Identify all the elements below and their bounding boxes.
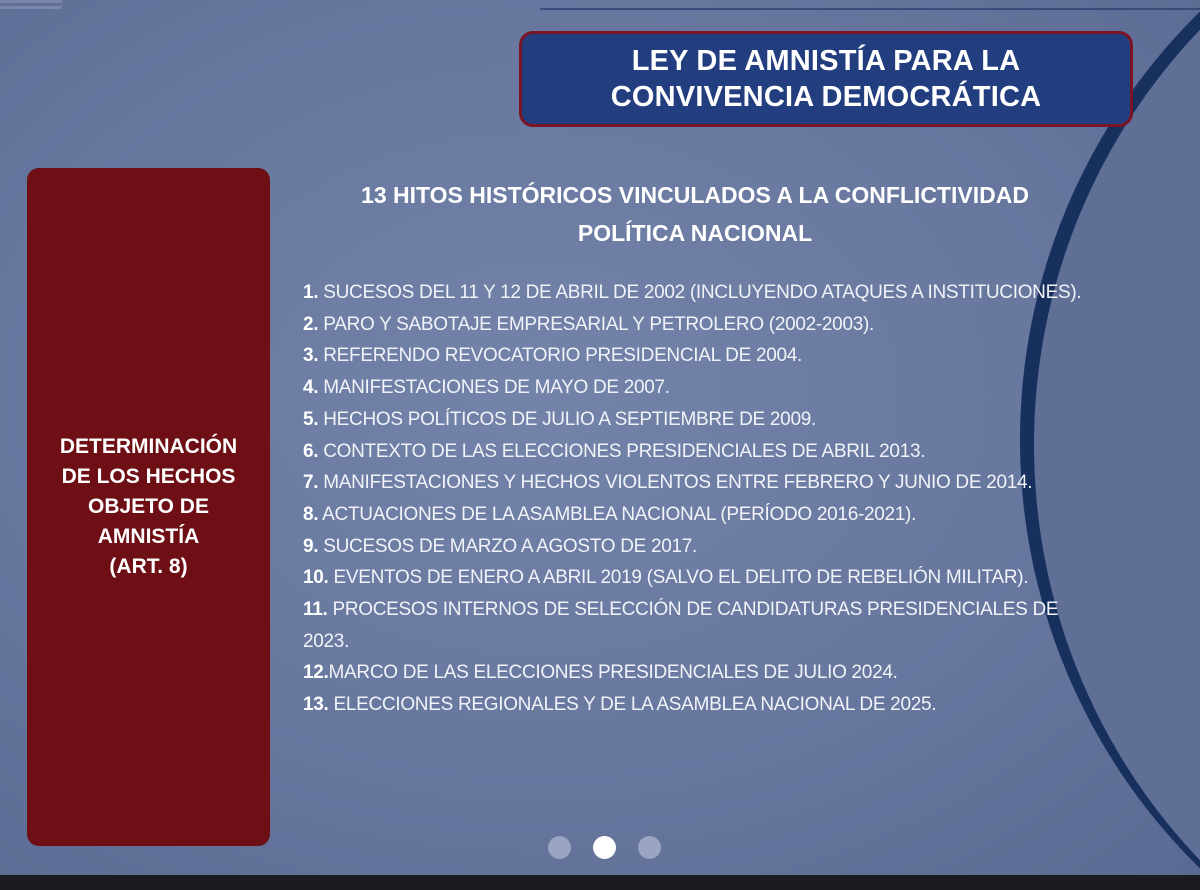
list-item xyxy=(303,594,1103,657)
list-item xyxy=(303,689,1103,721)
item-text: ACTUACIONES DE LA ASAMBLEA NACIONAL (PERÍODO 2016-2021). xyxy=(318,503,917,525)
item-text: MANIFESTACIONES DE MAYO DE 2007. xyxy=(318,377,670,399)
list-item xyxy=(303,309,1103,341)
item-text: MANIFESTACIONES Y HECHOS VIOLENTOS ENTRE FEBRERO Y JUNIO DE 2014. xyxy=(318,472,1033,494)
list-item xyxy=(303,499,1103,531)
item-number: 8. xyxy=(303,503,319,525)
item-number: 2. xyxy=(303,313,319,335)
list-item xyxy=(303,562,1103,594)
item-number: 6. xyxy=(303,440,319,462)
item-text: CONTEXTO DE LAS ELECCIONES PRESIDENCIALES DE ABRIL 2013. xyxy=(318,440,926,462)
item-number: 7. xyxy=(303,472,319,494)
item-number: 4. xyxy=(303,377,319,399)
list-item xyxy=(303,277,1103,309)
item-text: EVENTOS DE ENERO A ABRIL 2019 (SALVO EL DELITO DE REBELIÓN MILITAR). xyxy=(328,567,1029,589)
list-item xyxy=(303,657,1103,689)
item-number: 1. xyxy=(303,282,319,303)
title-line-1: LEY DE AMNISTÍA PARA LA xyxy=(631,45,1021,77)
slide-title xyxy=(611,43,1041,115)
item-number: 13. xyxy=(303,694,329,716)
carousel-dot[interactable] xyxy=(638,836,661,859)
item-text: ELECCIONES REGIONALES Y DE LA ASAMBLEA NACIONAL DE 2025. xyxy=(328,694,937,716)
list-item xyxy=(303,404,1103,436)
list-item xyxy=(303,340,1103,372)
item-text: HECHOS POLÍTICOS DE JULIO A SEPTIEMBRE DE 2009. xyxy=(318,408,816,430)
item-text: MARCO DE LAS ELECCIONES PRESIDENCIALES DE JULIO 2024. xyxy=(328,662,898,684)
section-subtitle: 13 HITOS HISTÓRICOS VINCULADOS A LA CONFLICTIVIDAD POLÍTICA NACIONAL xyxy=(361,182,1029,246)
left-panel xyxy=(27,168,270,846)
item-number: 11. xyxy=(303,599,328,621)
corner-decoration xyxy=(0,0,62,14)
item-number: 9. xyxy=(303,535,319,557)
title-line-2: CONVIVENCIA DEMOCRÁTICA xyxy=(610,81,1042,113)
top-divider-line xyxy=(540,8,1200,10)
item-number: 3. xyxy=(303,345,319,367)
item-number: 10. xyxy=(303,567,329,589)
item-text: SUCESOS DEL 11 Y 12 DE ABRIL DE 2002 (INCLUYENDO ATAQUES A INSTITUCIONES). xyxy=(318,282,1082,303)
item-text: PROCESOS INTERNOS DE SELECCIÓN DE CANDIDATURAS PRESIDENCIALES DE 2023. xyxy=(303,599,1059,652)
left-panel-text: DETERMINACIÓN DE LOS HECHOS OBJETO DE AMNISTÍA (ART. 8) xyxy=(59,435,238,578)
item-number: 5. xyxy=(303,408,319,430)
item-text: SUCESOS DE MARZO A AGOSTO DE 2017. xyxy=(318,535,698,557)
carousel-dots xyxy=(548,836,661,859)
carousel-dot[interactable] xyxy=(548,836,571,859)
list-item xyxy=(303,467,1103,499)
carousel-dot-active[interactable] xyxy=(593,836,616,859)
milestones-list xyxy=(303,277,1103,721)
list-item xyxy=(303,372,1103,404)
item-number: 12. xyxy=(303,662,329,684)
list-item xyxy=(303,531,1103,563)
item-text: REFERENDO REVOCATORIO PRESIDENCIAL DE 2004. xyxy=(318,345,802,367)
title-box xyxy=(519,31,1133,127)
item-text: PARO Y SABOTAJE EMPRESARIAL Y PETROLERO (2002-2003). xyxy=(318,313,874,335)
bottom-bar xyxy=(0,875,1200,890)
list-item xyxy=(303,436,1103,468)
